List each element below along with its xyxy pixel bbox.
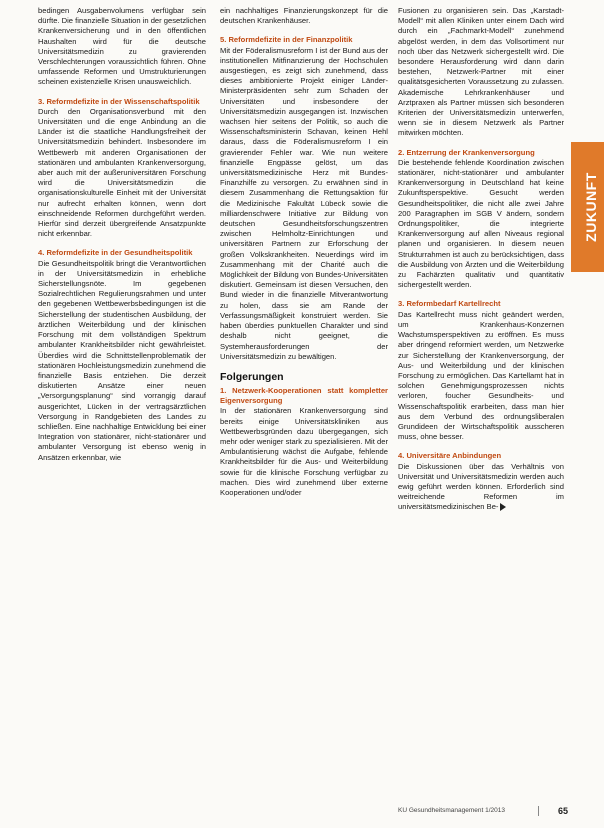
continue-arrow-icon: [500, 503, 506, 511]
section-heading: 5. Reformdefizite in der Finanzpolitik: [220, 35, 353, 45]
paragraph: Durch den Organisationsverbund mit den Universitäten und die enge Anbindung an die Länder ist die staatliche Handlungsfreiheit der Universitätsmedizin behindert. Insbesondere im Wettbewerb mit anderen Organisationen der stationären und ambulanten Krankenversorgung, aber auch mit der außeruniversitären Forschung wird die Universitätsmedizin die organisationskulturelle Einheit mit der Universität nur aufrecht erhalten können, wenn dort einschneidende Reformen durchgeführt werden. Hierfür sind derzeit übergreifende Ansatzpunkte nicht erkennbar.: [38, 106, 206, 239]
side-tab-label: ZUKUNFT: [583, 172, 599, 242]
page-number: 65: [558, 806, 569, 816]
section-heading: 4. Reformdefizite in der Gesundheitspolitik: [38, 248, 193, 258]
folgerungen-heading: Folgerungen: [220, 370, 284, 383]
paragraph: Die bestehende fehlende Koordination zwischen stationärer, nicht-stationärer und ambulanter Krankenversorgung in Deutschland hat keine Zukunftsperspektive. Gesucht werden Gesundheitspolitiker, die nicht alle zwei Jahre 200 Paragraphen im SGB V ändern, sondern Ordnungspolitiker, die integrierte Krankenversorgung auf allen Niveaus regional planen und organisieren. In diesem neuen Strukturrahmen ist auch zu berücksichtigen, dass die Ausbildung von Ärzten und die Weiterbildung zu Fachärzten qualitativ und quantitativ sichergestellt werden.: [398, 157, 564, 290]
paragraph: [398, 462, 564, 513]
page-footer: [398, 806, 578, 816]
footer-divider: [538, 806, 539, 816]
section-heading: 1. Netzwerk-Kooperationen statt kompletter Eigenversorgung: [220, 385, 388, 406]
column-2: [220, 6, 388, 498]
footer-source: KU Gesundheitsmanagement 1/2013: [398, 807, 505, 814]
section-side-tab: [571, 142, 604, 272]
section-heading: 3. Reformdefizite in der Wissenschaftspolitik: [38, 96, 200, 106]
paragraph: In der stationären Krankenversorgung sind bereits einige Universitätskliniken aus Wettbewerbsgründen dazu übergegangen, sich mehr oder weniger stark zu spezialisieren. Mit der Ambulantisierung wächst die Aufgabe, fehlende Krankheitsbilder für die Aus- und Weiterbildung sowie für die klinische Forschung verfügbar zu machen. Dies wird zunehmend über externe Kooperationen und/oder: [220, 406, 388, 497]
column-3: [398, 6, 564, 513]
paragraph: Das Kartellrecht muss nicht geändert werden, um Krankenhaus-Konzernen Wachstumsperspektiven zu eröffnen. Es muss aber dringend reformiert werden, um Netzwerke zur Sicherstellung der Krankenversorgung, der Aus- und Weiterbildung und der klinischen Forschung zu ermöglichen. Das Kartellamt hat in solchen Genehmigungsprozessen nichts verloren, foucher Gesundheits- und Wissenschaftspolitik erarbeiten, dass man hier aus dem Verbund des ordnungsliberalen Grundideen der Wirtschaftspolitik ausscheren muss, ohne besser.: [398, 309, 564, 442]
paragraph: Mit der Föderalismusreform I ist der Bund aus der institutionellen Mitfinanzierung der Hochschulen ausgestiegen, es zeigt sich zunehmend, dass dieses ambitionierte Projekt einiger Länder-Ministerpräsidenten sehr zum Schaden der Universitäten und insbesondere der Universitätsmedizin ausgegangen ist. Inzwischen wachsen hier seitens der Politik, so auch die Wissenschaftsministerin Schavan, keinen Hehl daraus, dass die Föderalismusreform I ein gravierender Fehler war. Wie nun weitere finanzielle Engpässe gelöst, um das universitätsmedizinische Herz mit Bundes-Finanzhilfe zu versorgen. Zu erwähnen sind in diesem Zusammenhang die Rettungsaktion für die Medizinische Fakultät Lübeck sowie die milliardenschwere Initiative zur Bildung von deutschen Gesundheitsforschungszentren zwischen Helmholtz-Einrichtungen und universitären Partnern zur Erforschung der großen Volkskrankheiten. Neuerdings wird im Zusammenhang mit der Charité auch die Möglichkeit der Bildung von Bundes-Universitäten diskutiert. Gemeinsam ist diesen Versuchen, den Bund wieder in die finanzielle Mitverantwortung zu holen, dass sie am Rande der Verfassungsmäßigkeit konstruiert werden. Sie haben überdies punktuellen Charakter und sind deshalb nicht geeignet, die Systemherausforderungen der Universitätsmedizin zu bewältigen.: [220, 45, 388, 361]
paragraph: ein nachhaltiges Finanzierungskonzept für die deutschen Krankenhäuser.: [220, 6, 388, 26]
paragraph: bedingen Ausgabenvolumens verfügbar sein dürfte. Die finanzielle Situation in der gesetzlichen Krankenversicherung und in den öffentlichen Haushalten wird für die deutsche Universitätsmedizin zu gravierenden Verschlechterungen voraussichtlich führen. Ohne umfassende Reformen und Umstrukturierungen scheinen existenzielle Krisen unausweichlich.: [38, 6, 207, 87]
section-heading: 4. Universitäre Anbindungen: [398, 451, 502, 461]
column-1: [38, 6, 206, 463]
section-heading: 2. Entzerrung der Krankenversorgung: [398, 147, 535, 157]
paragraph: Fusionen zu organisieren sein. Das „Karstadt-Modell“ mit allen Kliniken unter einem Dach wird durch ein „Fachmarkt-Modell“ zunehmend abgelöst werden, in dem das Vollsortiment nur noch über das Netzwerk sichergestellt wird. Die besondere Herausforderung wird dann darin bestehen, Netzwerk-Partner mit einer qualitätsgesicherten Voraussetzung zu zulassen. Akademische Lehrkrankenhäuser und Arztpraxen als Partner müssen sich besonderen Kriterien der Universitätsmedizin unterwerfen, wenn sie in diesem Netzwerk als Partner mitwirken möchten.: [398, 6, 564, 138]
paragraph-text: Die Diskussionen über das Verhältnis von Universität und Universitätsmedizin werden auch ewig geführt werden können. Erforderlich sind weitreichende Reformen im universitätsmedizinischen Be-: [398, 461, 564, 512]
paragraph: Die Gesundheitspolitik bringt die Verantwortlichen in der Universitätsmedizin in erhebliche Sicherstellungsnöte. Im gegebenen Sozialrechtlichen Regulierungsrahmen und unter den gegebenen Wettbewerbsbedingungen ist die Sicherstellung der studentischen Ausbildung, der ärztlichen Weiterbildung und der klinischen Forschung mit dem vollständigen Spektrum ambulanter Krankheitsbilder nicht gewährleistet. Überdies wird die Schnittstellenproblematik der stationären Hochleistungsmedizin zunehmend die finanzielle Basis entziehen. Die derzeit diskutierten Ansätze einer neuen „Versorgungsplanung“ sind vorrangig darauf ausgerichtet, Lücken in der vertragsärztlichen Versorgung in Randgebieten des Landes zu schließen. Eine nachhaltige Entwicklung bei einer Integration von stationärer, nicht-stationärer und ambulanter Versorgung ist ebenso wenig in Ansätzen erkennbar, wie: [38, 258, 206, 462]
section-heading: 3. Reformbedarf Kartellrecht: [398, 299, 501, 309]
